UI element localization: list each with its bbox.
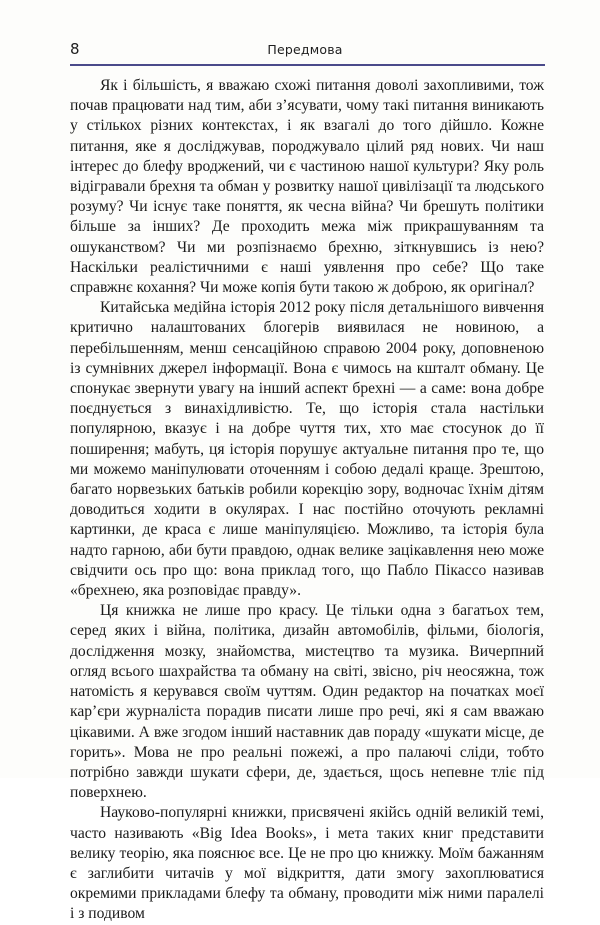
page-number: 8	[70, 40, 80, 58]
paragraph: Науково-популярні книжки, присвячені якійсь одній великій темі, часто називають «Big Idea Books», і мета таких книг представити велику теорію, яка пояснює все. Це не про цю книжку. Моїм бажанням є заглибити читачів у мої відкриття, дати змогу захоплюватися окремими прикладами блефу та обману, проводити між ними паралелі і з подивом	[70, 804, 544, 923]
running-header	[70, 40, 540, 62]
paragraph: Китайська медійна історія 2012 року після детальнішого вивчення критично налаштованих блогерів виявилася не новиною, а перебільшенням, менш сенсаційною справою 2004 року, доповненою із сумнівних джерел інформації. Вона є чимось на кшталт обману. Це спонукає звернути увагу на інший аспект брехні — а саме: вона добре поєднується з винахідливістю. Те, що історія стала настільки популярною, вказує і на добре чуття тих, хто має стосунок до її поширення; мабуть, ця історія порушує актуальне питання про те, що ми можемо маніпулювати оточенням і собою дедалі краще. Зрештою, багато норвезьких батьків робили корекцію зору, водночас їхнім дітям доводиться ходити в окулярах. І нас постійно оточують рекламні картинки, де краса є лише маніпуляцією. Можливо, та історія була надто гарною, аби бути правдою, однак велике зацікавлення нею може свідчити ось про що: вона приклад того, що Пабло Пікассо називав «брехнею, яка розповідає правду».	[70, 299, 544, 600]
header-divider	[70, 64, 545, 66]
body-text	[70, 76, 544, 925]
section-title: Передмова	[267, 42, 343, 57]
paragraph: Як і більшість, я вважаю схожі питання доволі захопливими, тож почав працювати над тим, аби з’ясувати, чому такі питання виникають у стількох різних контекстах, і як взагалі до того дійшло. Кожне питання, яке я досліджував, породжувало цілий ряд нових. Чи наш інтерес до блефу вроджений, чи є частиною нашої культури? Яку роль відігравали брехня та обман у розвитку нашої цивілізації та людського розуму? Чи існує таке поняття, як чесна війна? Чи брешуть політики більше за інших? Де проходить межа між прикрашуванням та ошуканством? Чи ми розпізнаємо брехню, зіткнувшись із нею? Наскільки реалістичними є наші уявлення про себе? Що таке справжнє кохання? Чи може копія бути такою ж доброю, як оригінал?	[70, 77, 544, 297]
paragraph: Ця книжка не лише про красу. Це тільки одна з багатьох тем, серед яких і війна, політика, дизайн автомобілів, фільми, біологія, дослідження мозку, знайомства, мистецтво та музика. Вичерпний огляд всього шахрайства та обману на світі, звісно, річ неосяжна, тож натомість я керувався своїм чуттям. Один редактор на початках моєї кар’єри журналіста порадив писати лише про речі, які я сам вважаю цікавими. А вже згодом інший наставник дав пораду «шукати місце, де горить». Мова не про реальні пожежі, а про палаючі сліди, тобто потрібно завжди шукати сфери, де, здається, щось непевне тліє під поверхнею.	[70, 602, 544, 802]
